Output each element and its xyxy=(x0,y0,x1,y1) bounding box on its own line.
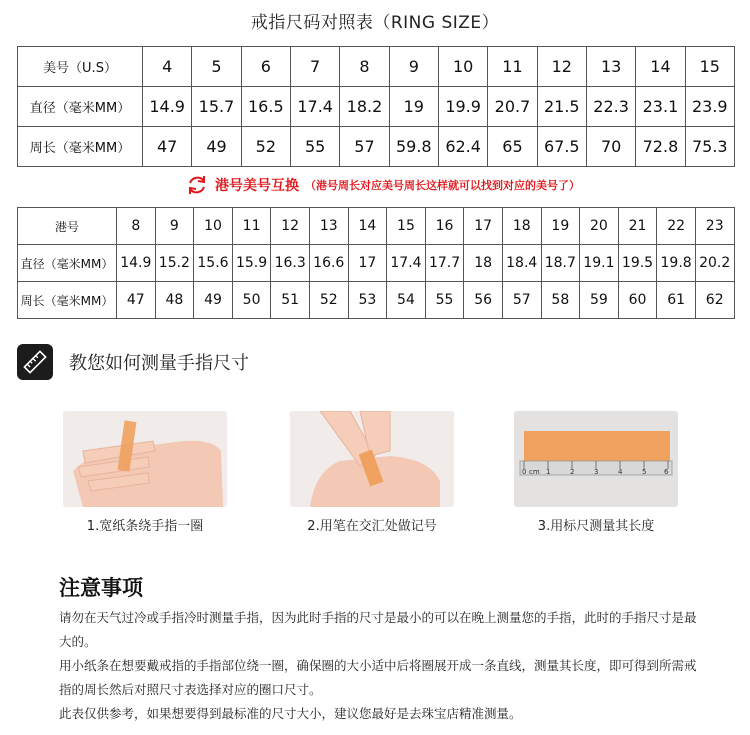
table-cell: 55 xyxy=(290,127,339,167)
table-cell: 12 xyxy=(537,47,586,87)
table-cell: 19 xyxy=(541,208,580,245)
table-cell: 19 xyxy=(389,87,438,127)
table-cell: 17 xyxy=(348,245,387,282)
table-cell: 20 xyxy=(580,208,619,245)
table-cell: 18.4 xyxy=(502,245,541,282)
table-cell: 21 xyxy=(618,208,657,245)
table-cell: 49 xyxy=(192,127,241,167)
table-cell: 13 xyxy=(309,208,348,245)
row-header: 直径（毫米MM） xyxy=(18,245,117,282)
table-cell: 56 xyxy=(464,282,503,319)
table-row xyxy=(18,282,735,319)
step-caption-3: 3.用标尺测量其长度 xyxy=(537,519,655,534)
table-cell: 19.9 xyxy=(438,87,487,127)
notes-paragraph-1: 请勿在天气过冷或手指冷时测量手指，因为此时手指的尺寸是最小的可以在晚上测量您的手指，此时的手指尺寸是最大的。 xyxy=(59,610,697,649)
table-cell: 17.4 xyxy=(290,87,339,127)
size-swap-note xyxy=(185,172,580,198)
table-cell: 53 xyxy=(348,282,387,319)
table-cell: 48 xyxy=(155,282,194,319)
table-row xyxy=(18,47,735,87)
ruler-digit-4: 4 xyxy=(618,468,623,476)
table-cell: 49 xyxy=(194,282,233,319)
table-cell: 72.8 xyxy=(636,127,685,167)
row-header: 美号（U.S） xyxy=(18,47,143,87)
table-row xyxy=(18,87,735,127)
table-cell: 10 xyxy=(194,208,233,245)
table-cell: 18.2 xyxy=(340,87,389,127)
table-cell: 14.9 xyxy=(143,87,192,127)
ruler-digit-6: 6 xyxy=(664,468,669,476)
table-cell: 7 xyxy=(290,47,339,87)
notes-paragraph-2: 用小纸条在想要戴戒指的手指部位绕一圈，确保圈的大小适中后将圈展开成一条直线，测量其长度，即可得到所需戒指的周长然后对照尺寸表选择对应的圈口尺寸。 xyxy=(59,658,697,697)
table-cell: 75.3 xyxy=(685,127,734,167)
ruler-digit-0: 0 xyxy=(522,468,527,476)
row-header: 直径（毫米MM） xyxy=(18,87,143,127)
table-cell: 23.1 xyxy=(636,87,685,127)
table-cell: 16.6 xyxy=(309,245,348,282)
table-cell: 9 xyxy=(155,208,194,245)
table-cell: 8 xyxy=(117,208,156,245)
ruler-digit-3: 3 xyxy=(594,468,599,476)
table-cell: 14 xyxy=(348,208,387,245)
table-cell: 19.8 xyxy=(657,245,696,282)
row-header: 港号 xyxy=(18,208,117,245)
step-caption-2: 2.用笔在交汇处做记号 xyxy=(307,519,437,534)
table-cell: 15.9 xyxy=(232,245,271,282)
table-cell: 22.3 xyxy=(586,87,635,127)
table-cell: 58 xyxy=(541,282,580,319)
table-row xyxy=(18,208,735,245)
table-cell: 23.9 xyxy=(685,87,734,127)
measure-title: 教您如何测量手指尺寸 xyxy=(69,353,249,374)
table-row xyxy=(18,127,735,167)
table-cell: 59 xyxy=(580,282,619,319)
table-cell: 10 xyxy=(438,47,487,87)
ruler-digit-2: 2 xyxy=(570,468,575,476)
table-cell: 22 xyxy=(657,208,696,245)
ruler-icon xyxy=(17,344,53,380)
table-cell: 65 xyxy=(488,127,537,167)
table-cell: 23 xyxy=(695,208,734,245)
table-cell: 9 xyxy=(389,47,438,87)
table-cell: 21.5 xyxy=(537,87,586,127)
table-cell: 15.6 xyxy=(194,245,233,282)
ruler-digit-5: 5 xyxy=(642,468,647,476)
table-cell: 16 xyxy=(425,208,464,245)
table-cell: 18.7 xyxy=(541,245,580,282)
table-cell: 67.5 xyxy=(537,127,586,167)
table-cell: 54 xyxy=(387,282,426,319)
table-cell: 16.5 xyxy=(241,87,290,127)
photo-measure-ruler xyxy=(514,411,678,507)
table-cell: 55 xyxy=(425,282,464,319)
table-cell: 17.7 xyxy=(425,245,464,282)
table-cell: 19.5 xyxy=(618,245,657,282)
table-row xyxy=(18,245,735,282)
table-cell: 16.3 xyxy=(271,245,310,282)
table-cell: 11 xyxy=(488,47,537,87)
swap-note-detail: （港号周长对应美号周长这样就可以找到对应的美号了） xyxy=(305,179,580,192)
table-cell: 62.4 xyxy=(438,127,487,167)
table-cell: 47 xyxy=(117,282,156,319)
table-cell: 70 xyxy=(586,127,635,167)
table-cell: 60 xyxy=(618,282,657,319)
table-cell: 57 xyxy=(340,127,389,167)
table-cell: 52 xyxy=(309,282,348,319)
table-cell: 14.9 xyxy=(117,245,156,282)
table-cell: 20.7 xyxy=(488,87,537,127)
swap-arrows-icon xyxy=(185,173,209,197)
table-cell: 8 xyxy=(340,47,389,87)
photo-wrap-finger xyxy=(63,411,227,507)
table-cell: 4 xyxy=(143,47,192,87)
hk-size-table xyxy=(17,207,735,319)
table-cell: 15 xyxy=(387,208,426,245)
table-cell: 17.4 xyxy=(387,245,426,282)
notes-paragraph-3: 此表仅供参考，如果想要得到最标准的尺寸大小，建议您最好是去珠宝店精准测量。 xyxy=(59,706,522,721)
step-caption-1: 1.宽纸条绕手指一圈 xyxy=(86,519,204,534)
notes-body xyxy=(59,606,699,726)
table-cell: 15 xyxy=(685,47,734,87)
table-cell: 15.7 xyxy=(192,87,241,127)
table-cell: 59.8 xyxy=(389,127,438,167)
table-cell: 19.1 xyxy=(580,245,619,282)
table-cell: 62 xyxy=(695,282,734,319)
table-cell: 13 xyxy=(586,47,635,87)
notes-title: 注意事项 xyxy=(59,576,143,600)
table-cell: 61 xyxy=(657,282,696,319)
table-cell: 17 xyxy=(464,208,503,245)
table-cell: 52 xyxy=(241,127,290,167)
table-cell: 11 xyxy=(232,208,271,245)
table-cell: 47 xyxy=(143,127,192,167)
table-cell: 18 xyxy=(502,208,541,245)
table-cell: 57 xyxy=(502,282,541,319)
table-cell: 20.2 xyxy=(695,245,734,282)
us-size-table xyxy=(17,46,735,167)
ruler-unit: cm xyxy=(529,468,540,476)
table-cell: 14 xyxy=(636,47,685,87)
table-cell: 15.2 xyxy=(155,245,194,282)
page-title: 戒指尺码对照表（RING SIZE） xyxy=(250,13,500,33)
measure-section-header xyxy=(17,344,249,380)
row-header: 周长（毫米MM） xyxy=(18,127,143,167)
table-cell: 18 xyxy=(464,245,503,282)
table-cell: 6 xyxy=(241,47,290,87)
table-cell: 5 xyxy=(192,47,241,87)
row-header: 周长（毫米MM） xyxy=(18,282,117,319)
photo-mark-paper xyxy=(290,411,454,507)
table-cell: 51 xyxy=(271,282,310,319)
swap-note-main: 港号美号互换 xyxy=(215,178,299,194)
table-cell: 12 xyxy=(271,208,310,245)
ruler-digit-1: 1 xyxy=(546,468,551,476)
table-cell: 50 xyxy=(232,282,271,319)
